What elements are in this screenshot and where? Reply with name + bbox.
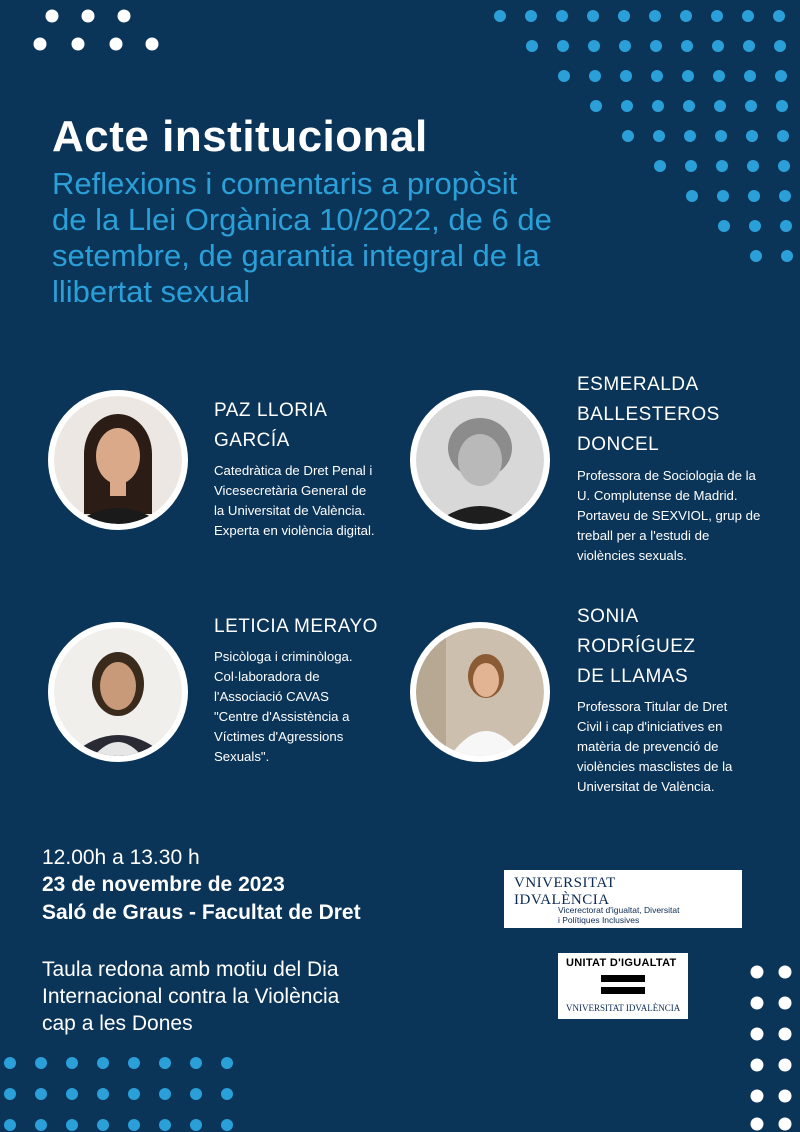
decorative-dot (128, 1088, 140, 1100)
decorative-dot (619, 40, 631, 52)
speaker-name-line: DE LLAMAS (577, 666, 689, 687)
decorative-dot (714, 100, 726, 112)
decorative-dot (682, 70, 694, 82)
speaker-name-line: ESMERALDA (577, 374, 699, 395)
decorative-dot (774, 40, 786, 52)
decorative-dot (620, 70, 632, 82)
decorative-dot (525, 10, 537, 22)
decorative-dot (82, 10, 95, 23)
decorative-dot (190, 1088, 202, 1100)
decorative-dot (653, 130, 665, 142)
decorative-dot (712, 40, 724, 52)
decorative-dot (622, 130, 634, 142)
logo-text: VNIVERSITAT (514, 875, 616, 891)
decorative-dot (751, 1028, 764, 1041)
speaker-desc-line: "Centre d'Assistència a (214, 709, 350, 724)
decorative-dot (745, 100, 757, 112)
decorative-dot (4, 1088, 16, 1100)
page-subtitle (52, 166, 752, 310)
speaker-desc-line: Víctimes d'Agressions (214, 729, 344, 744)
decorative-dot (684, 130, 696, 142)
subtitle-line: Reflexions i comentaris a propòsit (52, 166, 518, 201)
decorative-dot (711, 10, 723, 22)
equals-sign-icon (601, 987, 645, 994)
speaker-name (577, 370, 720, 460)
page-title: Acte institucional (52, 112, 428, 161)
subtitle-line: llibertat sexual (52, 274, 251, 309)
decorative-dot (590, 100, 602, 112)
speaker-desc-line: Universitat de València. (577, 779, 715, 794)
decorative-dot (751, 1090, 764, 1103)
speaker-description (214, 647, 353, 767)
decorative-dot (650, 40, 662, 52)
decorative-dot (557, 40, 569, 52)
bottom-right-dots (751, 966, 792, 1131)
speaker-photo-leticia-merayo (48, 622, 188, 762)
round-table-line: Taula redona amb motiu del Dia (42, 958, 339, 981)
decorative-dot (110, 38, 123, 51)
decorative-dot (118, 10, 131, 23)
top-left-dots (34, 10, 159, 51)
round-table-description (42, 956, 442, 1037)
decorative-dot (159, 1057, 171, 1069)
speaker-name-line: GARCÍA (214, 430, 290, 451)
decorative-dot (4, 1057, 16, 1069)
decorative-dot (526, 40, 538, 52)
decorative-dot (35, 1057, 47, 1069)
decorative-dot (649, 10, 661, 22)
decorative-dot (751, 1059, 764, 1072)
decorative-dot (681, 40, 693, 52)
decorative-dot (66, 1057, 78, 1069)
decorative-dot (558, 70, 570, 82)
decorative-dot (779, 1118, 792, 1131)
decorative-dot (652, 100, 664, 112)
decorative-dot (746, 130, 758, 142)
event-place: Saló de Graus - Facultat de Dret (42, 901, 361, 924)
decorative-dot (97, 1057, 109, 1069)
decorative-dot (46, 10, 59, 23)
decorative-dot (779, 1028, 792, 1041)
decorative-dot (146, 38, 159, 51)
decorative-dot (780, 220, 792, 232)
decorative-dot (221, 1119, 233, 1131)
speaker-name (577, 602, 696, 692)
speaker-name-line: SONIA (577, 606, 639, 627)
logo-text: IDVALÈNCIA (514, 892, 610, 908)
speaker-desc-line: Professora Titular de Dret (577, 699, 728, 714)
decorative-dot (742, 10, 754, 22)
decorative-dot (66, 1088, 78, 1100)
speaker-desc-line: Professora de Sociologia de la (577, 468, 756, 483)
speaker-photo-esmeralda-ballesteros (410, 390, 550, 530)
speaker-desc-line: la Universitat de València. (214, 503, 366, 518)
decorative-dot (221, 1088, 233, 1100)
decorative-dot (713, 70, 725, 82)
round-table-line: Internacional contra la Violència (42, 985, 340, 1008)
decorative-dot (779, 997, 792, 1010)
decorative-dot (190, 1057, 202, 1069)
decorative-dot (128, 1057, 140, 1069)
decorative-dot (683, 100, 695, 112)
speaker-description (214, 461, 375, 541)
speaker-desc-line: Portaveu de SEXVIOL, grup de (577, 508, 761, 523)
decorative-dot (494, 10, 506, 22)
speaker-desc-line: matèria de prevenció de (577, 739, 719, 754)
decorative-dot (35, 1088, 47, 1100)
decorative-dot (773, 10, 785, 22)
decorative-dot (651, 70, 663, 82)
logo-subtitle (558, 905, 679, 925)
decorative-dot (159, 1119, 171, 1131)
decorative-dot (779, 190, 791, 202)
speaker-desc-line: Civil i cap d'iniciatives en (577, 719, 723, 734)
decorative-dot (588, 40, 600, 52)
speaker-name (214, 396, 327, 456)
speaker-name-line: RODRÍGUEZ (577, 636, 696, 657)
decorative-dot (775, 70, 787, 82)
decorative-dot (776, 100, 788, 112)
subtitle-line: de la Llei Orgànica 10/2022, de 6 de (52, 202, 552, 237)
decorative-dot (621, 100, 633, 112)
logo-subtitle-line: i Polítiques Inclusives (558, 915, 640, 925)
decorative-dot (743, 40, 755, 52)
logo-heading: UNITAT D'IGUALTAT (566, 957, 677, 969)
speaker-name-line: PAZ LLORIA (214, 400, 328, 421)
decorative-dot (159, 1088, 171, 1100)
speaker-description (577, 697, 732, 797)
speaker-name (214, 612, 378, 642)
speaker-description (577, 466, 760, 566)
speaker-name-line: BALLESTEROS (577, 404, 720, 425)
decorative-dot (779, 1059, 792, 1072)
unitat-igualtat-logo (558, 953, 688, 1019)
decorative-dot (190, 1119, 202, 1131)
speaker-desc-line: l'Associació CAVAS (214, 689, 329, 704)
decorative-dot (4, 1119, 16, 1131)
decorative-dot (781, 250, 793, 262)
decorative-dot (680, 10, 692, 22)
decorative-dot (751, 1118, 764, 1131)
decorative-dot (778, 160, 790, 172)
decorative-dot (589, 70, 601, 82)
decorative-dot (779, 1090, 792, 1103)
speaker-desc-line: Vicesecretària General de (214, 483, 367, 498)
decorative-dot (72, 38, 85, 51)
decorative-dot (779, 966, 792, 979)
speaker-name-line: DONCEL (577, 434, 660, 455)
speaker-photo-sonia-rodriguez (410, 622, 550, 762)
decorative-dot (221, 1057, 233, 1069)
round-table-line: cap a les Dones (42, 1012, 193, 1035)
decorative-dot (97, 1119, 109, 1131)
speaker-desc-line: Psicòloga i criminòloga. (214, 649, 353, 664)
decorative-dot (751, 997, 764, 1010)
decorative-dot (777, 130, 789, 142)
speaker-desc-line: Sexuals". (214, 749, 270, 764)
decorative-dot (618, 10, 630, 22)
logo-footer: VNIVERSITAT IDVALÈNCIA (566, 1003, 681, 1013)
decorative-dot (556, 10, 568, 22)
event-time: 12.00h a 13.30 h (42, 846, 200, 869)
logo-subtitle-line: Vicerectorat d'igualtat, Diversitat (558, 905, 680, 915)
event-date: 23 de novembre de 2023 (42, 873, 285, 896)
speaker-desc-line: treball per a l'estudi de (577, 528, 710, 543)
decorative-dot (744, 70, 756, 82)
decorative-dot (587, 10, 599, 22)
speaker-name-line: LETICIA MERAYO (214, 616, 378, 637)
speaker-desc-line: violències sexuals. (577, 548, 687, 563)
speaker-desc-line: Catedràtica de Dret Penal i (214, 463, 373, 478)
decorative-dot (97, 1088, 109, 1100)
universitat-valencia-logo (504, 870, 742, 928)
decorative-dot (751, 966, 764, 979)
speaker-desc-line: violències masclistes de la (577, 759, 733, 774)
decorative-dot (128, 1119, 140, 1131)
decorative-dot (715, 130, 727, 142)
speaker-photo-paz-lloria (48, 390, 188, 530)
equals-sign-icon (601, 975, 645, 982)
subtitle-line: setembre, de garantia integral de la (52, 238, 540, 273)
speaker-desc-line: U. Complutense de Madrid. (577, 488, 738, 503)
decorative-dot (34, 38, 47, 51)
bottom-left-dots (4, 1057, 233, 1131)
decorative-dot (35, 1119, 47, 1131)
decorative-dot (66, 1119, 78, 1131)
speaker-desc-line: Experta en violència digital. (214, 523, 375, 538)
speaker-desc-line: Col·laboradora de (214, 669, 320, 684)
